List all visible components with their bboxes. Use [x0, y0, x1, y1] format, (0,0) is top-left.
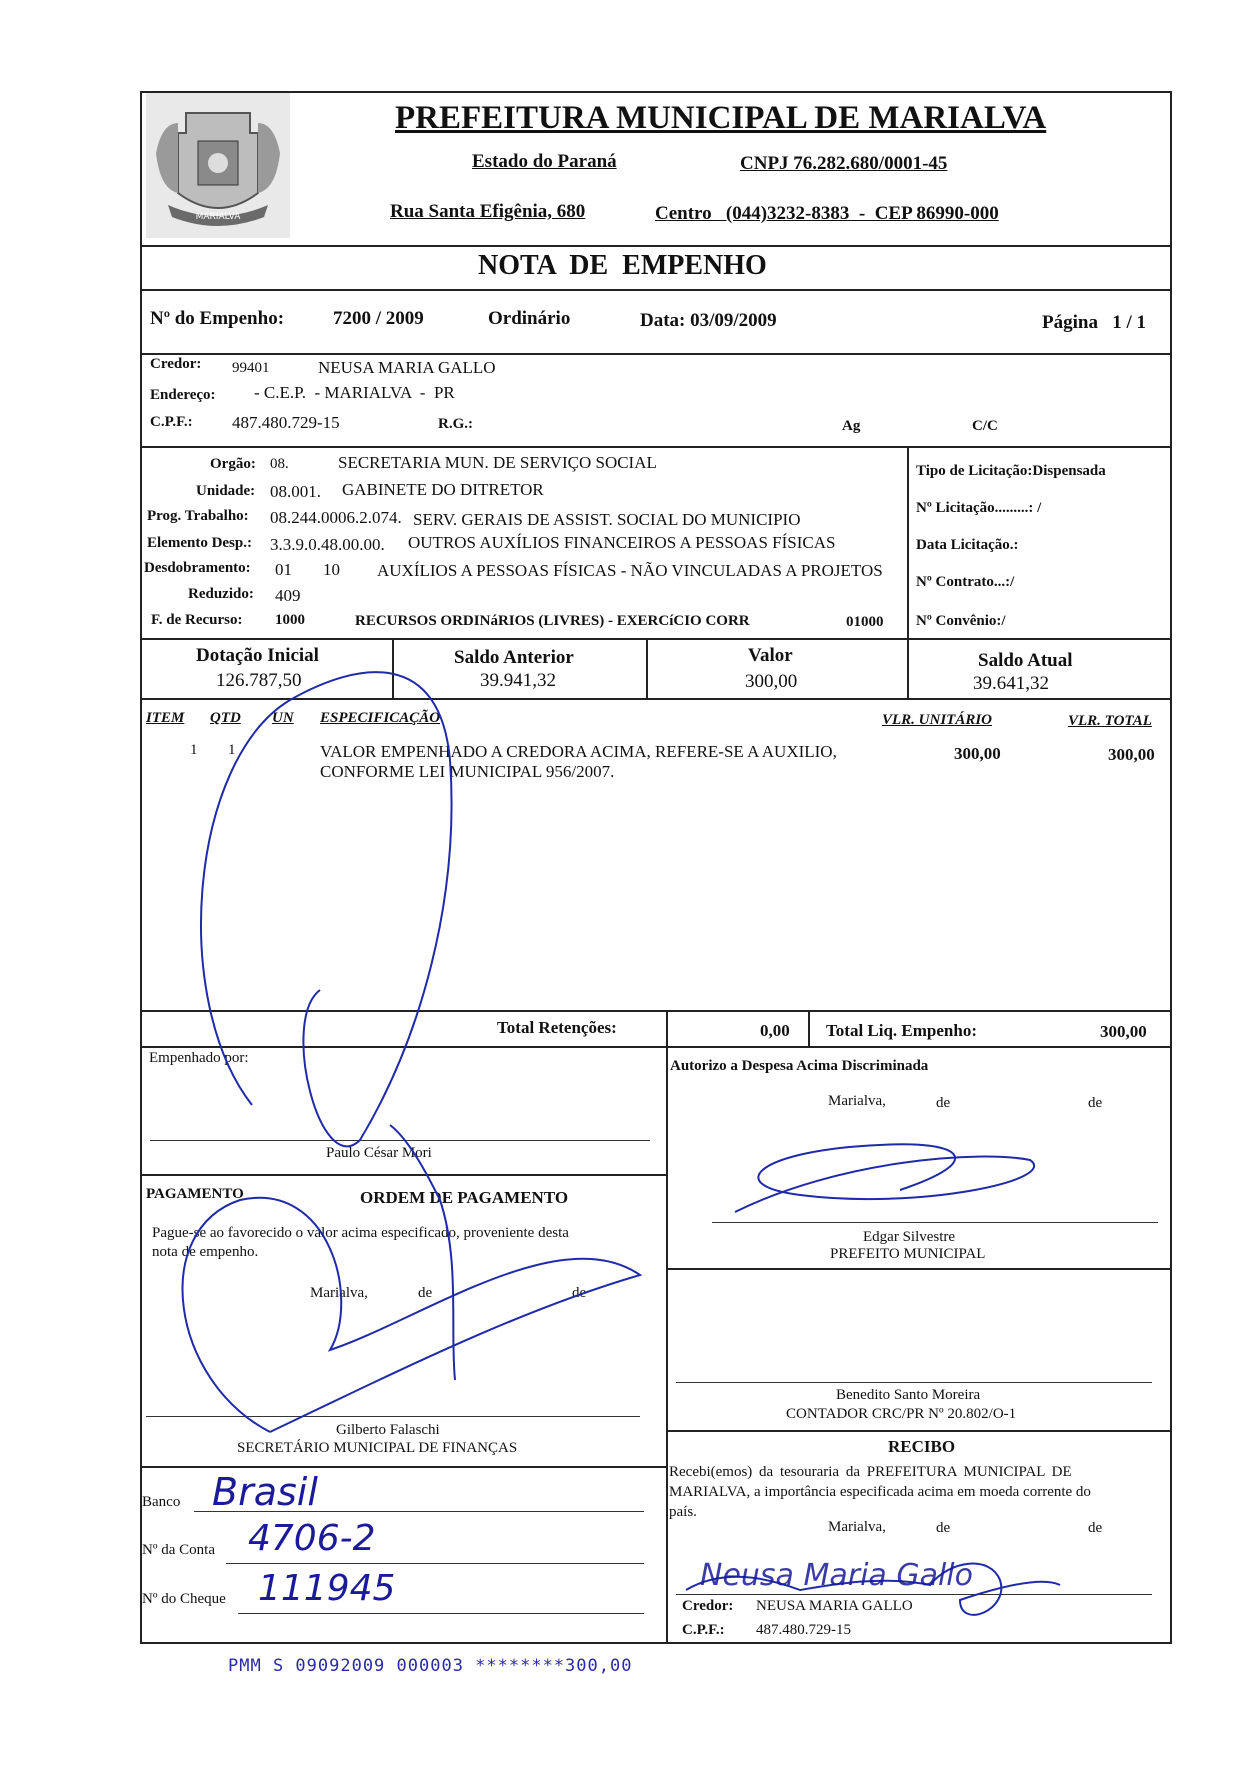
pagamento-text2: nota de empenho. — [152, 1244, 259, 1260]
cheque-label: Nº do Cheque — [142, 1591, 226, 1607]
recurso-label: F. de Recurso: — [151, 612, 243, 628]
elemento-label: Elemento Desp.: — [147, 535, 252, 551]
prefeito-role: PREFEITO MUNICIPAL — [830, 1246, 986, 1262]
desdobramento-label: Desdobramento: — [144, 560, 251, 576]
autorizo-de2: de — [1088, 1095, 1103, 1111]
valor-value: 300,00 — [745, 671, 798, 692]
address-contact: Centro (044)3232-8383 - CEP 86990-000 — [655, 203, 999, 224]
recurso-code: 1000 — [275, 612, 305, 628]
row-vunit: 300,00 — [954, 744, 1001, 763]
saldo-atual-value: 39.641,32 — [973, 673, 1049, 694]
row-vtotal: 300,00 — [1108, 745, 1155, 764]
empenhado-por-label: Empenhado por: — [149, 1050, 249, 1066]
recibo-credor-name: NEUSA MARIA GALLO — [756, 1598, 913, 1614]
total-retencoes-value: 0,00 — [760, 1021, 790, 1040]
elemento-name: OUTROS AUXÍLIOS FINANCEIROS A PESSOAS FÍSICAS — [408, 533, 836, 552]
total-retencoes-label: Total Retenções: — [497, 1018, 617, 1037]
recibo-title: RECIBO — [888, 1437, 956, 1456]
cnpj: CNPJ 76.282.680/0001-45 — [740, 153, 948, 174]
page-number: Página 1 / 1 — [1042, 312, 1146, 333]
recibo-text1: Recebi(emos) da tesouraria da PREFEITURA MUNICIPAL DE — [669, 1464, 1072, 1480]
orgao-label: Orgão: — [210, 456, 256, 472]
reduzido-code: 409 — [275, 586, 301, 605]
prog-name: SERV. GERAIS DE ASSIST. SOCIAL DO MUNICIPIO — [413, 510, 801, 529]
endereco-value: - C.E.P. - MARIALVA - PR — [254, 383, 455, 402]
desdobramento-name: AUXÍLIOS A PESSOAS FÍSICAS - NÃO VINCULADAS A PROJETOS — [377, 561, 883, 580]
recurso-code2: 01000 — [846, 614, 884, 630]
pagamento-de2: de — [572, 1285, 587, 1301]
total-liquido-value: 300,00 — [1100, 1022, 1147, 1041]
row-espec-line2: CONFORME LEI MUNICIPAL 956/2007. — [320, 762, 615, 781]
saldo-anterior-value: 39.941,32 — [480, 670, 556, 691]
autorizo-label: Autorizo a Despesa Acima Discriminada — [670, 1058, 929, 1074]
unidade-name: GABINETE DO DITRETOR — [342, 480, 544, 499]
empenho-number-label: Nº do Empenho: — [150, 308, 285, 329]
numero-licitacao: Nº Licitação.........: / — [916, 500, 1042, 516]
banco-label: Banco — [142, 1494, 181, 1510]
pagamento-label: PAGAMENTO — [146, 1186, 244, 1202]
contador-name: Benedito Santo Moreira — [836, 1387, 981, 1403]
banco-value: Brasil — [212, 1470, 318, 1514]
recibo-text3: país. — [669, 1504, 697, 1520]
orgao-code: 08. — [270, 456, 289, 472]
rg-label: R.G.: — [438, 416, 473, 432]
credor-label: Credor: — [150, 356, 202, 372]
dotacao-label: Dotação Inicial — [196, 645, 319, 666]
saldo-atual-label: Saldo Atual — [978, 650, 1073, 671]
empenhado-name: Paulo César Mori — [326, 1145, 432, 1161]
numero-convenio: Nº Convênio:/ — [916, 613, 1006, 629]
pagamento-place: Marialva, — [310, 1285, 368, 1301]
col-vunit-header: VLR. UNITÁRIO — [882, 712, 993, 728]
unidade-code: 08.001. — [270, 482, 321, 501]
credor-code: 99401 — [232, 360, 270, 376]
conta-value: 4706-2 — [248, 1518, 376, 1559]
recipient-signature: Neusa Maria Gallo — [700, 1558, 973, 1593]
prog-label: Prog. Trabalho: — [147, 508, 249, 524]
state-name: Estado do Paraná — [472, 151, 617, 172]
desdobramento-code2: 10 — [323, 560, 340, 579]
valor-label: Valor — [748, 645, 793, 666]
prefeitura-title: PREFEITURA MUNICIPAL DE MARIALVA — [395, 100, 1047, 136]
pagamento-de1: de — [418, 1285, 433, 1301]
municipal-crest — [146, 93, 290, 238]
autorizo-de1: de — [936, 1095, 951, 1111]
recibo-text2: MARIALVA, a importância especificada acima em moeda corrente do — [669, 1484, 1091, 1500]
document-title: NOTA DE EMPENHO — [478, 250, 767, 281]
empenho-type: Ordinário — [488, 308, 571, 329]
data-licitacao: Data Licitação.: — [916, 537, 1019, 553]
empenho-date: Data: 03/09/2009 — [640, 310, 777, 331]
recibo-place: Marialva, — [828, 1519, 886, 1535]
crest-text: MARIALVA — [195, 212, 241, 222]
col-vtotal-header: VLR. TOTAL — [1068, 713, 1152, 729]
elemento-code: 3.3.9.0.48.00.00. — [270, 535, 385, 554]
row-item: 1 — [190, 742, 198, 758]
autorizo-place: Marialva, — [828, 1093, 886, 1109]
cheque-value: 111945 — [258, 1568, 396, 1609]
cpf-label: C.P.F.: — [150, 414, 193, 430]
ordem-pagamento: ORDEM DE PAGAMENTO — [360, 1188, 569, 1207]
secretario-role: SECRETÁRIO MUNICIPAL DE FINANÇAS — [237, 1440, 518, 1456]
recibo-cpf-label: C.P.F.: — [682, 1622, 725, 1638]
recibo-cpf-value: 487.480.729-15 — [756, 1622, 851, 1638]
row-espec-line1: VALOR EMPENHADO A CREDORA ACIMA, REFERE-SE A AUXILIO, — [320, 742, 837, 761]
row-qtd: 1 — [228, 742, 236, 758]
empenho-number: 7200 / 2009 — [333, 308, 424, 329]
saldo-anterior-label: Saldo Anterior — [454, 647, 574, 668]
col-qtd-header: QTD — [210, 710, 241, 726]
recibo-de2: de — [1088, 1520, 1103, 1536]
col-item-header: ITEM — [146, 710, 185, 726]
recibo-de1: de — [936, 1520, 951, 1536]
conta-label: Nº da Conta — [142, 1542, 215, 1558]
orgao-name: SECRETARIA MUN. DE SERVIÇO SOCIAL — [338, 453, 657, 472]
street-address: Rua Santa Efigênia, 680 — [390, 201, 586, 222]
contador-role: CONTADOR CRC/PR Nº 20.802/O-1 — [786, 1406, 1017, 1422]
payment-stamp: PMM S 09092009 000003 ********300,00 — [228, 1656, 633, 1676]
dotacao-value: 126.787,50 — [216, 670, 302, 691]
credor-name: NEUSA MARIA GALLO — [318, 358, 496, 377]
numero-contrato: Nº Contrato...:/ — [916, 574, 1015, 590]
prefeito-name: Edgar Silvestre — [863, 1229, 956, 1245]
cc-label: C/C — [972, 418, 998, 434]
pagamento-text1: Pague-se ao favorecido o valor acima especificado, proveniente desta — [152, 1225, 569, 1241]
col-un-header: UN — [272, 710, 294, 726]
secretario-name: Gilberto Falaschi — [336, 1422, 440, 1438]
prog-code: 08.244.0006.2.074. — [270, 508, 402, 527]
cpf-value: 487.480.729-15 — [232, 413, 340, 432]
reduzido-label: Reduzido: — [188, 586, 254, 602]
tipo-licitacao: Tipo de Licitação:Dispensada — [916, 463, 1106, 479]
col-espec-header: ESPECIFICAÇÃO — [320, 710, 441, 726]
endereco-label: Endereço: — [150, 387, 216, 403]
ag-label: Ag — [842, 418, 861, 434]
total-liquido-label: Total Liq. Empenho: — [826, 1021, 977, 1040]
recurso-name: RECURSOS ORDINáRIOS (LIVRES) - EXERCíCIO CORR — [355, 613, 750, 629]
desdobramento-code1: 01 — [275, 560, 292, 579]
recibo-credor-label: Credor: — [682, 1598, 734, 1614]
unidade-label: Unidade: — [196, 483, 256, 499]
